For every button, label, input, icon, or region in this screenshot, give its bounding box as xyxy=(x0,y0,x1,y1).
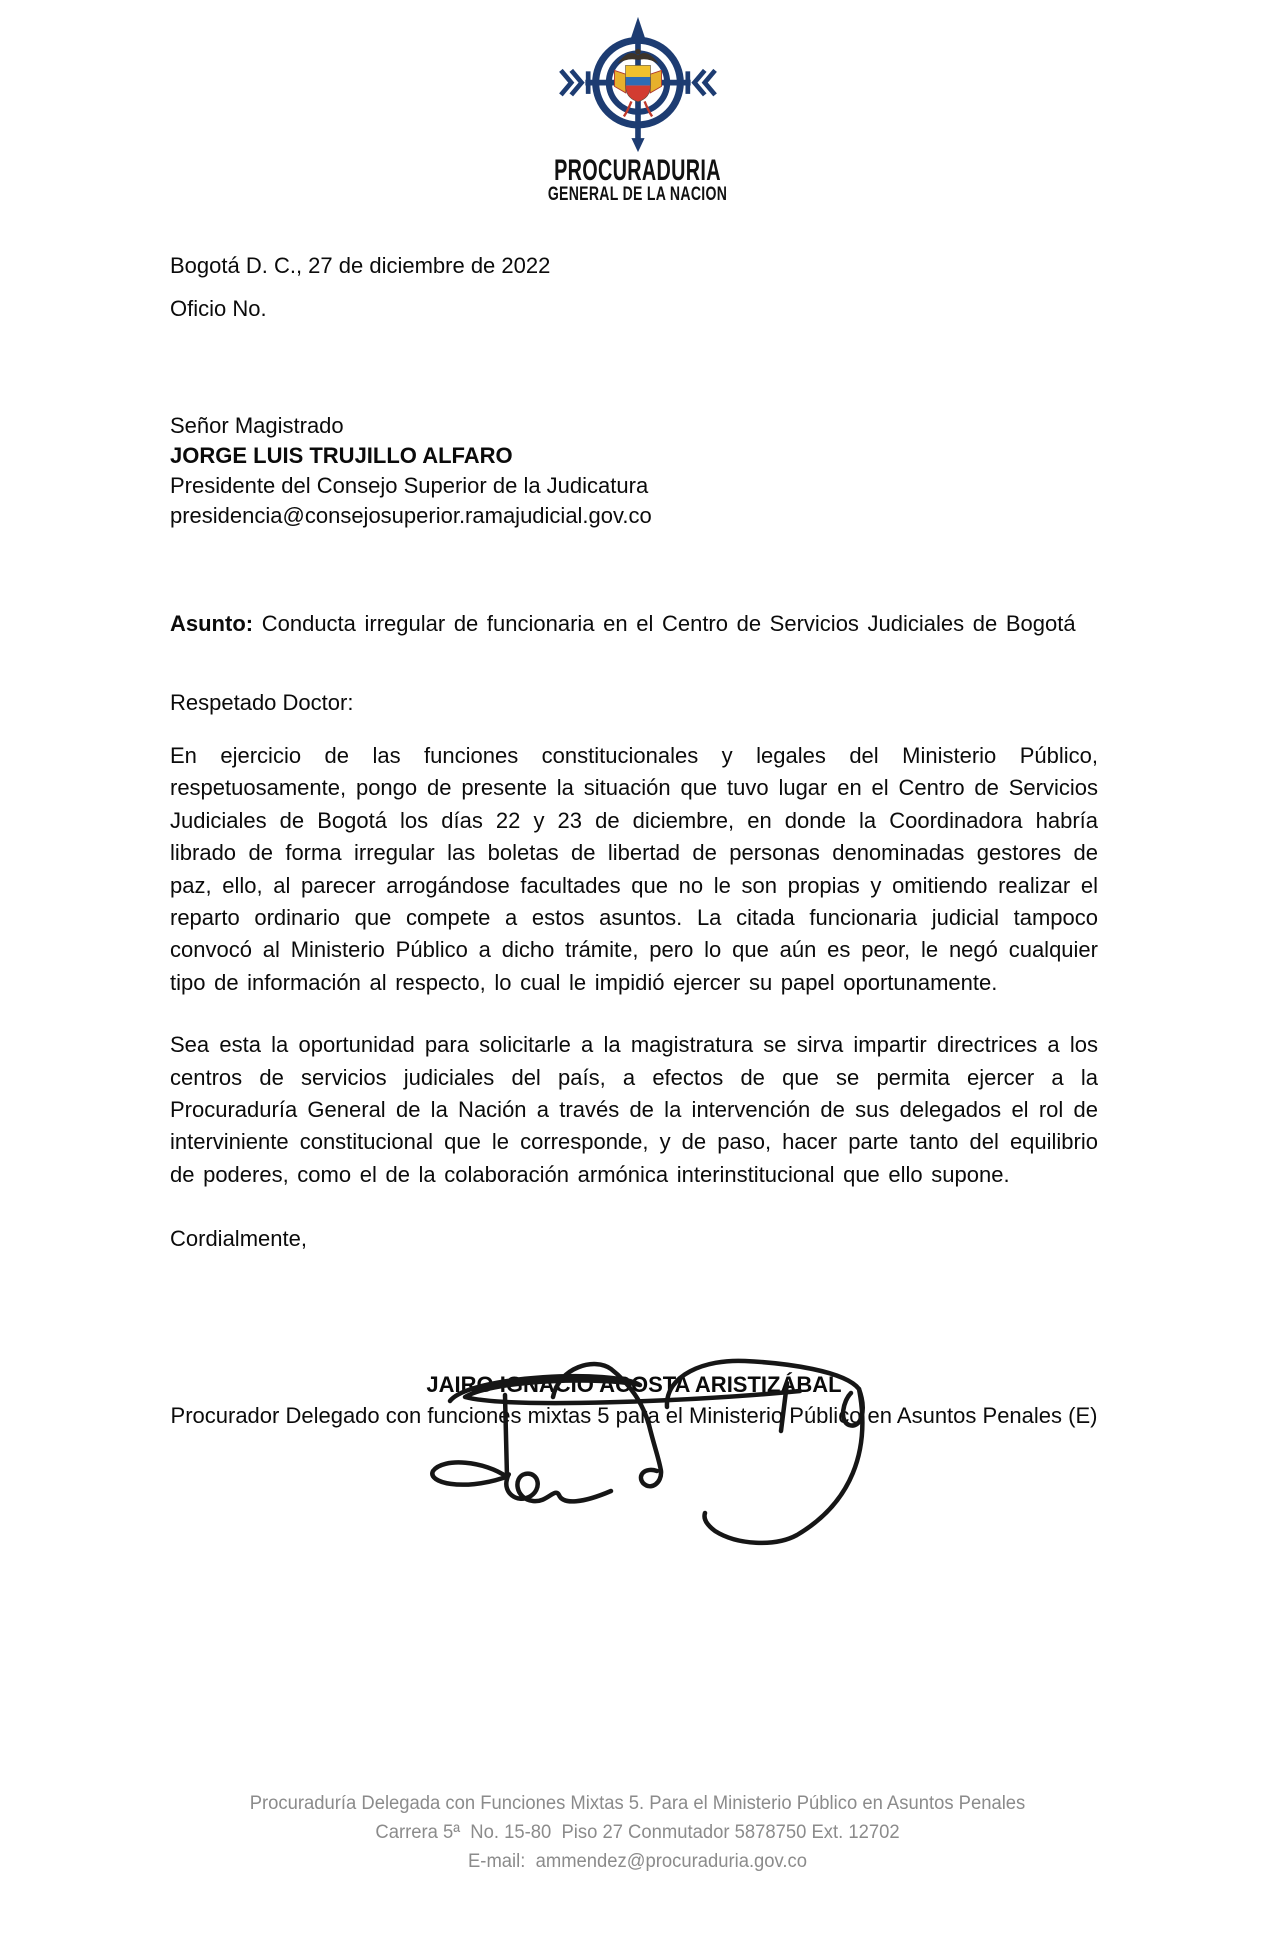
signature-block xyxy=(170,1369,1098,1431)
oficio-number-line: Oficio No. xyxy=(170,296,267,321)
footer-email-line: E-mail: ammendez@procuraduria.gov.co xyxy=(468,1851,807,1872)
footer-office-line: Procuraduría Delegada con Funciones Mixtas 5. Para el Ministerio Público en Asuntos Penales xyxy=(249,1793,1026,1814)
recipient-email: presidencia@consejosuperior.ramajudicial.gov.co xyxy=(170,503,652,528)
subject-label: Asunto: xyxy=(170,611,254,636)
closing-line: Cordialmente, xyxy=(170,1226,307,1252)
recipient-name: JORGE LUIS TRUJILLO ALFARO xyxy=(170,443,513,468)
org-name-line2: GENERAL DE LA NACION xyxy=(547,184,728,205)
body-paragraph-1: En ejercicio de las funciones constitucionales y legales del Ministerio Público, respetuosamente, pongo de presente la situación que tuvo lugar en el Centro de Servicios Judiciales de Bogotá los días 22 y 23 de diciembre, en donde la Coordinadora habría librado de forma irregular las boletas de libertad de personas denominadas gestores de paz, ello, al parecer arrogándose facultades que no le son propias y omitiendo realizar el reparto ordinario que compete a estos asuntos. La citada funcionaria judicial tampoco convocó al Ministerio Público a dicho trámite, pero lo que aún es peor, le negó cualquier tipo de información al respecto, lo cual le impidió ejercer su papel oportunamente. xyxy=(170,743,1098,995)
signer-name: JAIRO IGNACIO ACOSTA ARISTIZÁBAL xyxy=(426,1372,842,1398)
recipient-block xyxy=(170,411,1098,531)
date-line: Bogotá D. C., 27 de diciembre de 2022 xyxy=(170,253,551,278)
page-footer xyxy=(0,1794,1275,1881)
signer-title: Procurador Delegado con funciones mixtas 5 para el Ministerio Público en Asuntos Penales (E) xyxy=(170,1403,1098,1429)
org-name-line1: PROCURADURIA xyxy=(554,154,721,187)
letterhead xyxy=(0,14,1275,205)
subject-line xyxy=(170,608,1098,639)
recipient-salutation: Señor Magistrado xyxy=(170,413,344,438)
footer-address-line: Carrera 5ª No. 15-80 Piso 27 Conmutador 5878750 Ext. 12702 xyxy=(375,1822,900,1843)
recipient-title: Presidente del Consejo Superior de la Judicatura xyxy=(170,473,649,498)
body-paragraph-2: Sea esta la oportunidad para solicitarle a la magistratura se sirva impartir directrices a los centros de servicios judiciales del país, a efectos de que se permita ejercer a la Procuraduría General de la Nación a través de la intervención de sus delegados el rol de interviniente constitucional que le corresponde, y de paso, hacer parte tanto del equilibrio de poderes, como el de la colaboración armónica interinstitucional que ello supone. xyxy=(170,1032,1098,1187)
subject-text: Conducta irregular de funcionaria en el Centro de Servicios Judiciales de Bogotá xyxy=(261,611,1076,636)
procuraduria-compass-seal-icon xyxy=(558,14,718,155)
letter-body xyxy=(170,250,1098,1431)
greeting-line: Respetado Doctor: xyxy=(170,690,354,715)
